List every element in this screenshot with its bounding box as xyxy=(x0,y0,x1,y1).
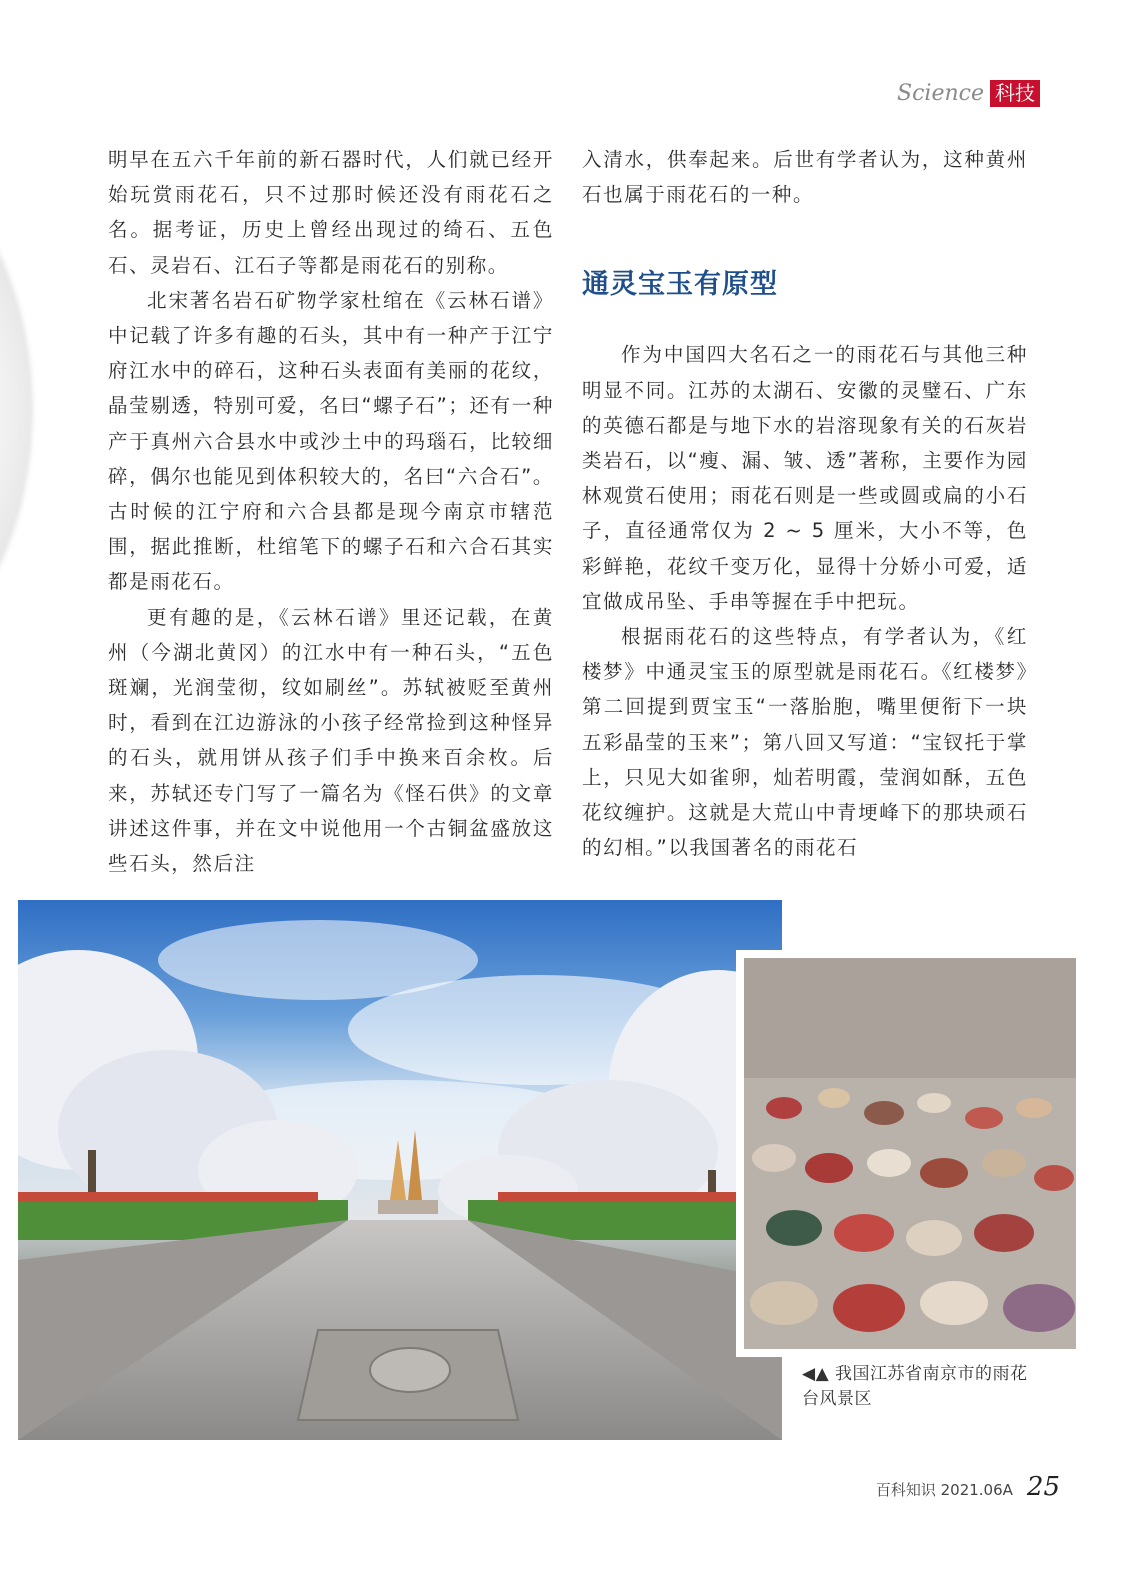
section-label-en: Science xyxy=(897,81,984,106)
section-header xyxy=(897,80,1040,107)
paragraph: 明早在五六千年前的新石器时代，人们就已经开始玩赏雨花石，只不过那时候还没有雨花石之名。据考证，历史上曾经出现过的绮石、五色石、灵岩石、江石子等都是雨花石的别称。 xyxy=(108,148,554,277)
left-column xyxy=(108,142,554,881)
pebble-illustration xyxy=(744,958,1076,1349)
magazine-issue: 百科知识 2021.06A xyxy=(875,1481,1013,1499)
decorative-page-arc xyxy=(0,150,30,670)
scenic-area-illustration xyxy=(18,900,782,1440)
paragraph: 更有趣的是，《云林石谱》里还记载，在黄州（今湖北黄冈）的江水中有一种石头，“五色斑斓，光润莹彻，纹如刷丝”。苏轼被贬至黄州时，看到在江边游泳的小孩子经常捡到这种怪异的石头，就用饼从孩子们手中换来百余枚。后来，苏轼还专门写了一篇名为《怪石供》的文章讲述这件事，并在文中说他用一个古铜盆盛放这些石头，然后注 xyxy=(108,605,554,876)
paragraph: 北宋著名岩石矿物学家杜绾在《云林石谱》中记载了许多有趣的石头，其中有一种产于江宁府江水中的碎石，这种石头表面有美丽的花纹，晶莹剔透，特别可爱，名曰“螺子石”；还有一种产于真州六合县水中或沙土中的玛瑙石，比较细碎，偶尔也能见到体积较大的，名曰“六合石”。古时候的江宁府和六合县都是现今南京市辖范围，据此推断，杜绾笔下的螺子石和六合石其实都是雨花石。 xyxy=(108,288,554,594)
pebble-closeup-photo xyxy=(736,950,1084,1357)
section-title: 通灵宝玉有原型 xyxy=(582,269,778,301)
paragraph: 入清水，供奉起来。后世有学者认为，这种黄州石也属于雨花石的一种。 xyxy=(582,148,1028,207)
page-footer xyxy=(876,1472,1060,1502)
paragraph: 作为中国四大名石之一的雨花石与其他三种明显不同。江苏的太湖石、安徽的灵璧石、广东的英德石都是与地下水的岩溶现象有关的石灰岩类岩石，以“瘦、漏、皱、透”著称，主要作为园林观赏石使用；雨花石则是一些或圆或扁的小石子，直径通常仅为 2 ~ 5 厘米，大小不等，色彩鲜艳，花纹千变万化，显得十分娇小可爱，适宜做成吊坠、手串等握在手中把玩。 xyxy=(582,343,1028,613)
section-label-cn: 科技 xyxy=(990,80,1040,107)
right-column xyxy=(582,142,1028,865)
scenic-area-photo xyxy=(18,900,782,1440)
paragraph: 根据雨花石的这些特点，有学者认为，《红楼梦》中通灵宝玉的原型就是雨花石。《红楼梦》第二回提到贾宝玉“一落胎胞，嘴里便衔下一块五彩晶莹的玉来”；第八回又写道：“宝钗托于掌上，只见大如雀卵，灿若明霞，莹润如酥，五色花纹缠护。这就是大荒山中青埂峰下的那块顽石的幻相。”以我国著名的雨花石 xyxy=(582,625,1028,860)
photo-caption: ◀▲ 我国江苏省南京市的雨花台风景区 xyxy=(802,1364,1028,1409)
page-number: 25 xyxy=(1026,1472,1060,1502)
